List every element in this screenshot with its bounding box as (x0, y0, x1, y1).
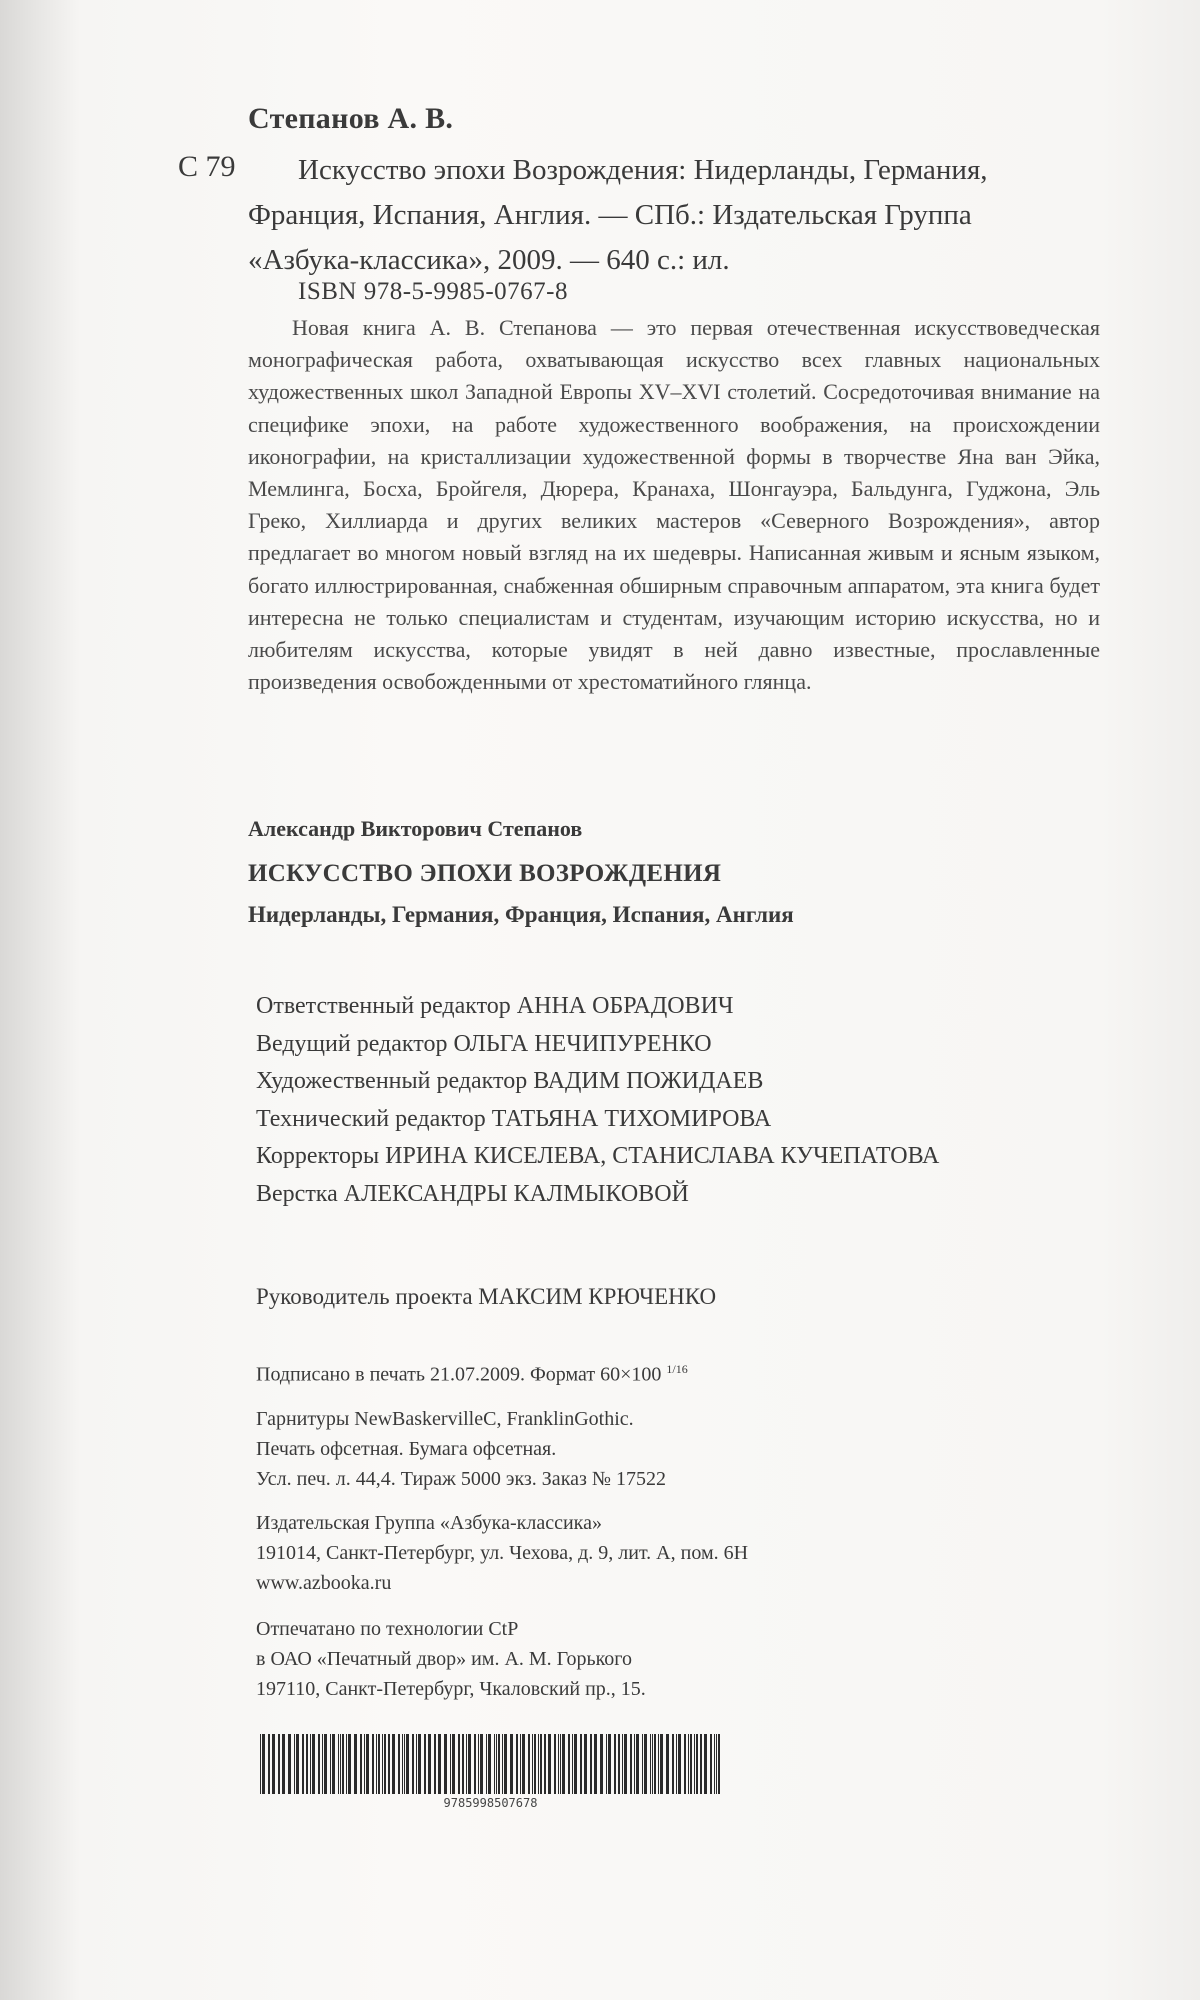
barcode-bar (388, 1734, 390, 1794)
barcode-bar (444, 1734, 447, 1794)
barcode-bar (306, 1734, 308, 1794)
barcode-bar (558, 1734, 559, 1794)
barcode-bar (618, 1734, 620, 1794)
barcode-bar (346, 1734, 347, 1794)
barcode-bar (338, 1734, 339, 1794)
barcode-bar (574, 1734, 577, 1794)
barcode-bar (468, 1734, 471, 1794)
barcode-bar (406, 1734, 409, 1794)
annotation-paragraph: Новая книга А. В. Степанова — это первая отечественная искусствоведческая монографическая работа, охватывающая искусство всех главных национальных художественных школ Западной Европы XV–XVI столетий. Сосредоточивая внимание на специфике эпохи, на работе художественного воображения, на происхождении иконографии, на кристаллизации художественной формы в творчестве Яна ван Эйка, Мемлинга, Босха, Бройгеля, Дюрера, Кранаха, Шонгауэра, Бальдунга, Гуджона, Эль Греко, Хиллиарда и других великих мастеров «Северного Возрождения», автор предлагает во многом новый взгляд на их шедевры. Написанная живым и ясным языком, богато иллюстрированная, снабженная обширным справочным аппаратом, эта книга будет интересна не только специалистам и студентам, изучающим историю искусства, но и любителям искусства, которые увидят в ней давно известные, прославленные произведения освобожденными от хрестоматийного глянца. (248, 315, 1100, 695)
publisher-link[interactable]: www.azbooka.ru (256, 1572, 392, 1594)
barcode-bar (462, 1734, 464, 1794)
format-fraction: 1/16 (666, 1362, 688, 1376)
barcode-bar (504, 1734, 507, 1794)
barcode-bar (488, 1734, 491, 1794)
barcode-bar (294, 1734, 295, 1794)
barcode-bar (634, 1734, 635, 1794)
publisher-line: Издательская Группа «Азбука-классика» (256, 1512, 602, 1534)
credit-line: Ответственный редактор АННА ОБРАДОВИЧ (256, 993, 734, 1019)
printer-line: 197110, Санкт-Петербург, Чкаловский пр., 15. (256, 1678, 646, 1700)
barcode-bar (658, 1734, 659, 1794)
barcode-bar (694, 1734, 695, 1794)
barcode-bar (288, 1734, 291, 1794)
barcode-bar (700, 1734, 702, 1794)
barcode-bar (696, 1734, 698, 1794)
barcode-bar (666, 1734, 669, 1794)
print-spec-line: Печать офсетная. Бумага офсетная. (256, 1438, 557, 1460)
barcode-bar (272, 1734, 275, 1794)
barcode-bar (522, 1734, 525, 1794)
barcode-bar (312, 1734, 315, 1794)
barcode-bar (608, 1734, 611, 1794)
barcode-bar (398, 1734, 400, 1794)
barcode-bar (594, 1734, 597, 1794)
barcode-bar (376, 1734, 377, 1794)
barcode-bar (630, 1734, 632, 1794)
barcode-bar (438, 1734, 441, 1794)
project-leader: Руководитель проекта МАКСИМ КРЮЧЕНКО (256, 1284, 717, 1309)
barcode-bar (534, 1734, 536, 1794)
barcode-bar (642, 1734, 643, 1794)
credit-line: Верстка АЛЕКСАНДРЫ КАЛМЫКОВОЙ (256, 1180, 689, 1207)
barcode-bar (378, 1734, 380, 1794)
barcode-bar (516, 1734, 518, 1794)
barcode-bar (360, 1734, 362, 1794)
printer-info (256, 1614, 646, 1704)
barcode-bar (416, 1734, 417, 1794)
barcode-bar (584, 1734, 587, 1794)
barcode-bar (260, 1734, 261, 1794)
credit-line: Технический редактор ТАТЬЯНА ТИХОМИРОВА (256, 1105, 772, 1132)
barcode-bar (342, 1734, 344, 1794)
barcode-bar (520, 1734, 521, 1794)
barcode-bar (402, 1734, 403, 1794)
barcode-bar (452, 1734, 455, 1794)
barcode-bar (428, 1734, 431, 1794)
barcode-bar (554, 1734, 556, 1794)
barcode-bar (606, 1734, 607, 1794)
barcode-bar (498, 1734, 500, 1794)
bibliography-line: Искусство эпохи Возрождения: Нидерланды, Германия, (298, 154, 988, 186)
barcode-bar (382, 1734, 383, 1794)
barcode-bar (318, 1734, 320, 1794)
barcode-bar (714, 1734, 715, 1794)
barcode-bar (622, 1734, 623, 1794)
barcode-bar (560, 1734, 561, 1794)
isbn: ISBN 978-5-9985-0767-8 (298, 278, 569, 305)
barcode-bar (268, 1734, 270, 1794)
barcode-bar (510, 1734, 513, 1794)
signed-to-print (256, 1362, 688, 1387)
bibliographic-record (248, 148, 1100, 283)
barcode-bar (636, 1734, 639, 1794)
barcode-graphic (258, 1734, 723, 1794)
credit-line: Художественный редактор ВАДИМ ПОЖИДАЕВ (256, 1068, 764, 1094)
barcode-bar (418, 1734, 421, 1794)
barcode-bar (678, 1734, 681, 1794)
barcode-bar (466, 1734, 467, 1794)
barcode-bar (684, 1734, 686, 1794)
barcode-bar (366, 1734, 369, 1794)
barcode-bar (718, 1734, 720, 1794)
barcode-bar (496, 1734, 497, 1794)
barcode-bar (716, 1734, 717, 1794)
barcode-bar (704, 1734, 707, 1794)
barcode-bar (296, 1734, 299, 1794)
barcode-bar (424, 1734, 426, 1794)
barcode-bar (486, 1734, 487, 1794)
barcode-bar (688, 1734, 689, 1794)
barcode-bar (528, 1734, 530, 1794)
barcode-bar (568, 1734, 570, 1794)
barcode-bar (340, 1734, 341, 1794)
barcode-bar (392, 1734, 395, 1794)
imprint-author: Александр Викторович Степанов (248, 816, 583, 841)
barcode-bar (590, 1734, 592, 1794)
barcode-bar (532, 1734, 533, 1794)
catalog-code: С 79 (178, 150, 236, 183)
barcode-bar (404, 1734, 405, 1794)
printer-line: Отпечатано по технологии CtP (256, 1618, 519, 1640)
barcode-bar (624, 1734, 627, 1794)
barcode-bar (478, 1734, 479, 1794)
barcode-bar (262, 1734, 265, 1794)
barcode-bar (644, 1734, 647, 1794)
barcode-bar (562, 1734, 565, 1794)
barcode-bar (710, 1734, 712, 1794)
barcode-bar (354, 1734, 357, 1794)
barcode-bar (324, 1734, 327, 1794)
barcode-bar (540, 1734, 542, 1794)
barcode-bar (434, 1734, 436, 1794)
barcode-bar (572, 1734, 573, 1794)
barcode-bar (494, 1734, 495, 1794)
barcode-bar (458, 1734, 460, 1794)
credit-line: Корректоры ИРИНА КИСЕЛЕВА, СТАНИСЛАВА КУЧЕПАТОВА (256, 1143, 940, 1169)
credit-line: Ведущий редактор ОЛЬГА НЕЧИПУРЕНКО (256, 1030, 712, 1057)
barcode-bar (690, 1734, 692, 1794)
barcode-bar (660, 1734, 663, 1794)
barcode-bar (614, 1734, 616, 1794)
barcode-bar (278, 1734, 280, 1794)
barcode-bar (650, 1734, 651, 1794)
barcode-bar (580, 1734, 582, 1794)
barcode-bar (364, 1734, 365, 1794)
author-heading: Степанов А. В. (248, 102, 454, 135)
barcode-bar (302, 1734, 304, 1794)
publisher-info (256, 1508, 748, 1598)
barcode-bar (672, 1734, 674, 1794)
barcode-bar (474, 1734, 476, 1794)
print-spec-line: Гарнитуры NewBaskervilleC, FranklinGothic. (256, 1408, 634, 1430)
barcode-bar (310, 1734, 311, 1794)
barcode-bar (372, 1734, 374, 1794)
bibliography-line: Франция, Испания, Англия. — СПб.: Издательская Группа (248, 199, 972, 231)
barcode-number: 9785998507678 (443, 1796, 538, 1810)
barcode-bar (652, 1734, 653, 1794)
barcode-bar (384, 1734, 386, 1794)
signed-text: Подписано в печать 21.07.2009. Формат 60×100 (256, 1363, 667, 1386)
barcode-bar (538, 1734, 539, 1794)
barcode-bar (548, 1734, 551, 1794)
imprint-title: ИСКУССТВО ЭПОХИ ВОЗРОЖДЕНИЯ (248, 860, 722, 887)
barcode-bar (332, 1734, 335, 1794)
print-spec-line: Усл. печ. л. 44,4. Тираж 5000 экз. Заказ № 17522 (256, 1468, 666, 1490)
imprint-subtitle: Нидерланды, Германия, Франция, Испания, Англия (248, 902, 794, 927)
barcode-bar (654, 1734, 656, 1794)
barcode-bar (282, 1734, 285, 1794)
barcode-bar (502, 1734, 503, 1794)
editorial-credits (256, 988, 939, 1213)
barcode-bar (544, 1734, 546, 1794)
barcode-bar (480, 1734, 483, 1794)
bibliography-line: «Азбука-классика», 2009. — 640 с.: ил. (248, 244, 730, 276)
barcode-bar (600, 1734, 603, 1794)
print-specs (256, 1404, 666, 1494)
printer-line: в ОАО «Печатный двор» им. А. М. Горького (256, 1648, 633, 1670)
barcode-bar (676, 1734, 677, 1794)
barcode-bar (450, 1734, 451, 1794)
barcode-bar (348, 1734, 351, 1794)
barcode-bar (322, 1734, 323, 1794)
publisher-line: 191014, Санкт-Петербург, ул. Чехова, д. 9, лит. А, пом. 6Н (256, 1542, 749, 1564)
barcode-bar (412, 1734, 414, 1794)
barcode-bar (330, 1734, 331, 1794)
